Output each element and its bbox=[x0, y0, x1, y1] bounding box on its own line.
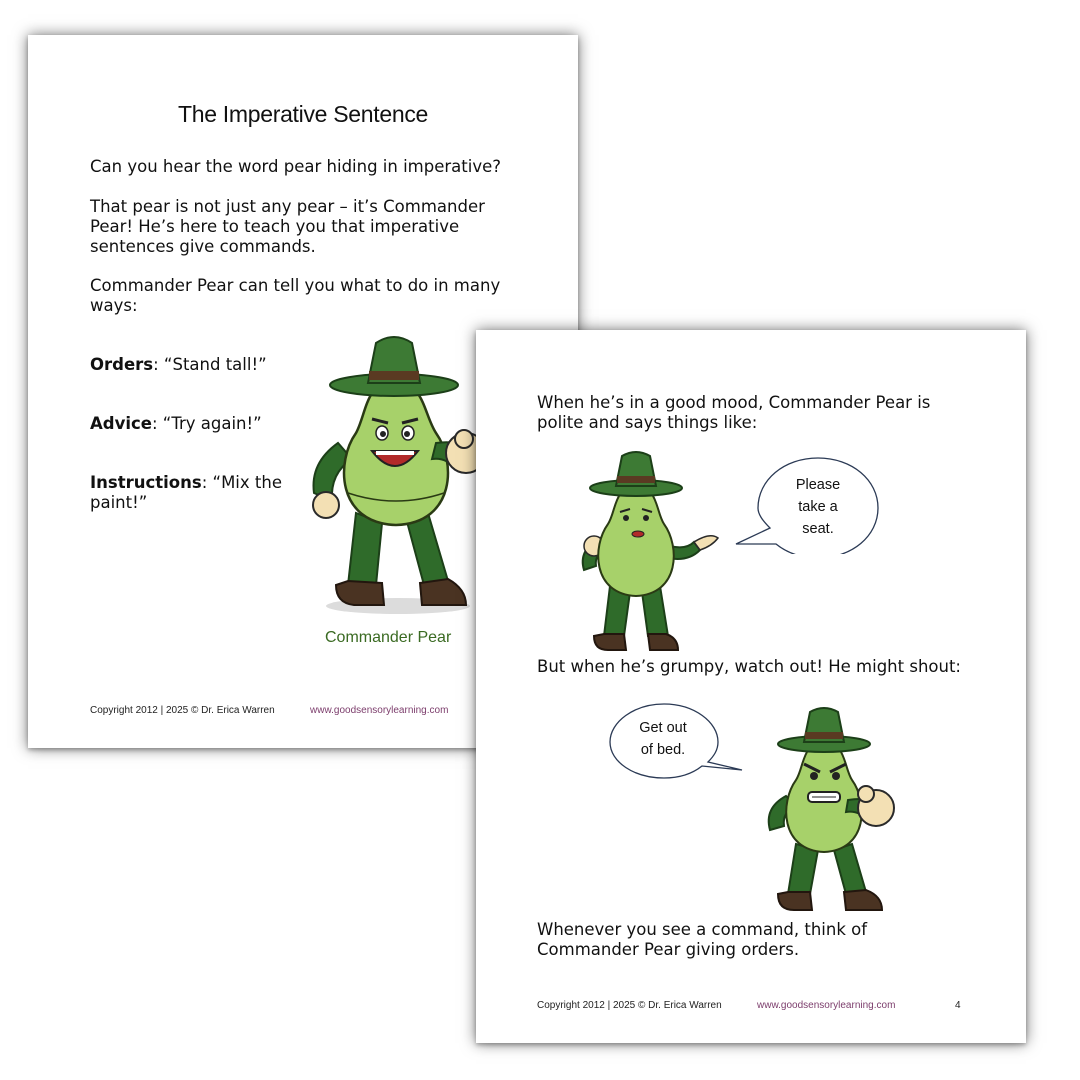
commander-pear-grumpy-illustration bbox=[756, 704, 916, 916]
bubble-line: take a bbox=[798, 499, 838, 515]
closing-text: Whenever you see a command, think of Commander Pear giving orders. bbox=[537, 920, 868, 959]
bubble-line: seat. bbox=[802, 521, 834, 537]
bubble-line: of bed. bbox=[640, 742, 686, 758]
bubble-line: Please bbox=[795, 477, 841, 493]
polite-intro-text: When he’s in a good mood, Commander Pear is polite and says things like: bbox=[537, 393, 931, 432]
page-title: The Imperative Sentence bbox=[177, 101, 429, 127]
page-number: 4 bbox=[955, 1000, 961, 1011]
figure-caption: Commander Pear bbox=[325, 629, 452, 646]
intro-text: Can you hear the word pear hiding in imperative? bbox=[90, 157, 502, 176]
grumpy-intro-text: But when he’s grumpy, watch out! He might shout: bbox=[537, 657, 961, 676]
footer-url[interactable]: www.goodsensorylearning.com bbox=[310, 705, 449, 716]
example-instructions bbox=[90, 473, 290, 513]
example-label: Advice bbox=[90, 414, 152, 433]
example-text: : “Try again!” bbox=[151, 414, 262, 433]
example-text: : “Mix the paint!” bbox=[90, 473, 282, 512]
speech-bubble-grumpy-text bbox=[618, 717, 708, 761]
page-2 bbox=[476, 330, 1026, 1043]
commander-pear-pointing-illustration bbox=[296, 323, 496, 623]
bubble-line: Get out bbox=[639, 720, 687, 736]
example-advice bbox=[90, 414, 290, 434]
explanation-text: That pear is not just any pear – it’s Commander Pear! He’s here to teach you that imperative sentences give commands. bbox=[90, 197, 485, 256]
footer-url[interactable]: www.goodsensorylearning.com bbox=[757, 1000, 896, 1011]
speech-bubble-polite-text bbox=[778, 474, 858, 540]
example-label: Instructions bbox=[90, 473, 202, 492]
example-orders bbox=[90, 355, 290, 375]
example-text: : “Stand tall!” bbox=[153, 355, 267, 374]
example-label: Orders bbox=[90, 355, 154, 374]
ways-text: Commander Pear can tell you what to do in many ways: bbox=[90, 276, 501, 315]
footer-copyright: Copyright 2012 | 2025 © Dr. Erica Warren bbox=[537, 1000, 722, 1011]
footer-copyright: Copyright 2012 | 2025 © Dr. Erica Warren bbox=[90, 705, 275, 716]
commander-pear-polite-illustration bbox=[554, 446, 724, 656]
